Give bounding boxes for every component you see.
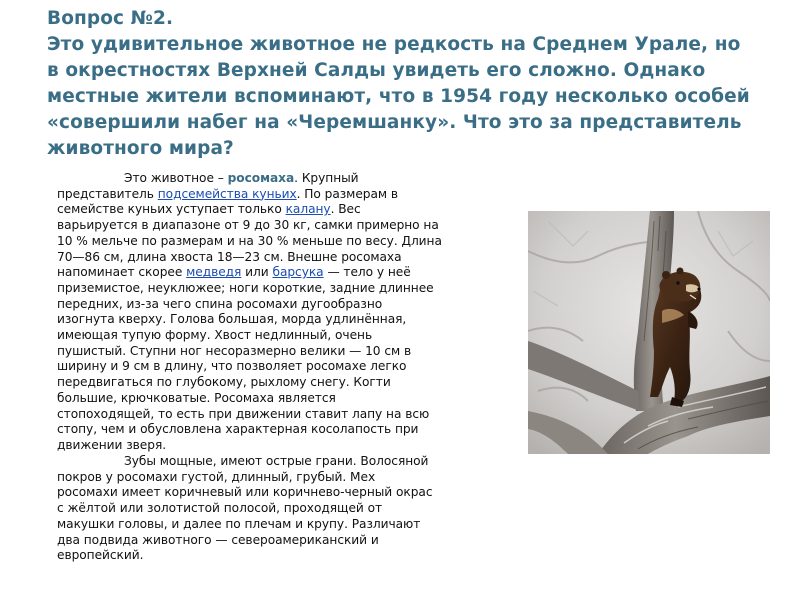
question-line: животного мира? (47, 138, 234, 159)
text-fragment: . По размерам в (296, 186, 398, 201)
question-line: местные жители вспоминают, что в 1954 году несколько особей (47, 86, 750, 107)
question-line: Вопрос №2. (47, 8, 174, 29)
text-line: 10 % мельче по размерам и на 30 % меньше по весу. Длина (57, 233, 442, 248)
text-line: передвигаться по глубокому, рыхлому снегу. Когти (57, 375, 391, 390)
text-fragment: или (245, 265, 269, 280)
text-line: покров у росомахи густой, длинный, грубый. Мех (57, 469, 376, 484)
text-line: росомахи имеет коричневый или коричнево-черный окрас (57, 485, 433, 500)
text-fragment: . Вес (330, 202, 361, 217)
text-line (57, 187, 517, 203)
text-fragment: напоминает скорее (57, 265, 183, 280)
text-line: два подвида животного — североамериканский и (57, 532, 379, 547)
text-line: макушки головы, и далее по плечам и крупу. Различают (57, 516, 421, 531)
text-line: изогнута кверху. Голова большая, морда удлинённая, (57, 312, 407, 327)
text-line: европейский. (57, 548, 144, 563)
text-line: варьируется в диапазоне от 9 до 30 кг, самки примерно на (57, 218, 439, 233)
text-line: пушистый. Ступни ног несоразмерно велики — 10 см в (57, 343, 412, 358)
text-fragment: — тело у неё (327, 265, 411, 280)
text-fragment: . Крупный (294, 171, 359, 185)
text-line: с жёлтой или золотистой полосой, проходящей от (57, 501, 383, 516)
text-fragment: семействе куньих уступает только (57, 202, 282, 217)
text-line (57, 202, 517, 218)
text-line (57, 171, 517, 187)
link-subfamily[interactable]: подсемейства куньих (157, 186, 297, 201)
link-badger[interactable]: барсука (272, 265, 324, 280)
text-line: имеющая тупую форму. Хвост недлинный, очень (57, 328, 373, 343)
text-line: Зубы мощные, имеют острые грани. Волосяной (124, 454, 429, 468)
question-line: Это удивительное животное не редкость на Среднем Урале, но (47, 34, 741, 55)
text-line: приземистое, неуклюжее; ноги короткие, задние длиннее (57, 280, 434, 295)
text-line: ширину и 9 см в длину, что позволяет росомахе легко (57, 359, 407, 374)
text-fragment: Это животное – (124, 171, 228, 185)
question-line: «совершили набег на «Черемшанку». Что это за представитель (47, 112, 742, 133)
text-line: большие, крючковатые. Росомаха является (57, 390, 336, 405)
answer-text (57, 171, 517, 564)
answer-paragraph-1 (57, 171, 517, 454)
question-line: в окрестностях Верхней Салды увидеть его сложно. Однако (47, 60, 706, 81)
question-heading (47, 6, 767, 162)
text-fragment: представитель (57, 186, 154, 201)
link-bear[interactable]: медведя (186, 265, 242, 280)
text-line: 70—86 см, длина хвоста 18—23 см. Внешне росомаха (57, 249, 402, 264)
term-highlight: росомаха (227, 171, 295, 185)
link-sea-otter[interactable]: калану (285, 202, 331, 217)
text-line: стопоходящей, то есть при движении ставит лапу на всю (57, 406, 430, 421)
text-line: стопу, чем и обусловлена характерная косолапость при (57, 422, 419, 437)
text-line (57, 265, 517, 281)
text-line: передних, из-за чего спина росомахи дугообразно (57, 296, 383, 311)
text-line: движении зверя. (57, 437, 167, 452)
answer-paragraph-2 (57, 454, 517, 564)
wolverine-photo (528, 211, 770, 454)
